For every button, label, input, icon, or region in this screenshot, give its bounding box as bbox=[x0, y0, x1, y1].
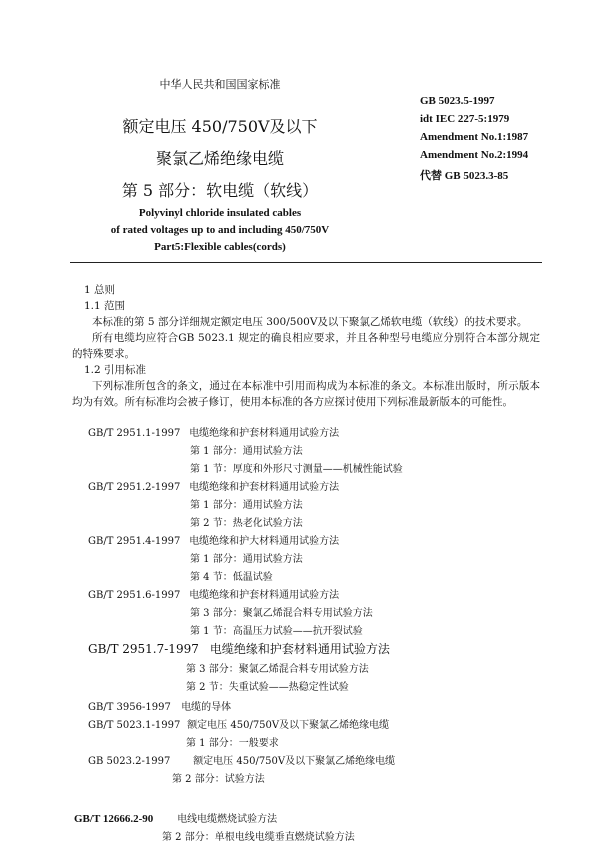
std-code-5: 代替 GB 5023.3-85 bbox=[420, 170, 509, 182]
english-title-1: Polyvinyl chloride insulated cables bbox=[138, 207, 302, 219]
reference-item bbox=[74, 810, 277, 825]
reference-sub: 第 2 节：失重试验——热稳定性试验 bbox=[186, 682, 349, 693]
reference-title: 电缆绝缘和护大材料通用试验方法 bbox=[189, 536, 340, 547]
reference-code: GB/T 12666.2-90 bbox=[74, 813, 154, 825]
section-1-1-paragraph-2: 所有电缆均应符合GB 5023.1 规定的确良相应要求，并且各种型号电缆应分别符合本部分规定的特殊要求。 bbox=[72, 332, 540, 360]
section-1-2-paragraph-1: 下列标准所包含的条文，通过在本标准中引用而构成为本标准的条文。本标准出版时，所示版本均为有效。所有标准均会被子修订，使用本标准的各方应探讨使用下列标准最新版本的可能性。 bbox=[72, 380, 540, 408]
reference-title: 电缆绝缘和护套材料通用试验方法 bbox=[189, 428, 340, 439]
reference-sub: 第 1 部分：通用试验方法 bbox=[190, 500, 303, 511]
reference-code: GB 5023.2-1997 bbox=[88, 756, 171, 767]
english-title-3: Part5:Flexible cables(cords) bbox=[154, 241, 286, 253]
reference-item bbox=[88, 532, 339, 547]
reference-sub: 第 1 部分：一般要求 bbox=[186, 738, 279, 749]
reference-sub: 第 2 部分：单根电线电缆垂直燃烧试验方法 bbox=[162, 832, 355, 843]
reference-item bbox=[88, 640, 390, 657]
reference-sub: 第 1 节：厚度和外形尺寸测量——机械性能试验 bbox=[190, 464, 403, 475]
reference-title: 额定电压 450/750V及以下聚氯乙烯绝缘电缆 bbox=[193, 756, 396, 767]
std-code-3: Amendment No.1:1987 bbox=[420, 131, 529, 143]
reference-item bbox=[88, 586, 339, 601]
reference-code: GB/T 2951.6-1997 bbox=[88, 590, 181, 601]
reference-code: GB/T 5023.1-1997 bbox=[88, 720, 181, 731]
reference-title: 电缆绝缘和护套材料通用试验方法 bbox=[189, 590, 340, 601]
reference-sub: 第 2 部分：试验方法 bbox=[172, 774, 265, 785]
reference-title: 电线电缆燃烧试验方法 bbox=[177, 814, 278, 825]
reference-sub: 第 2 节：热老化试验方法 bbox=[190, 518, 303, 529]
section-1-2-heading: 1.2 引用标准 bbox=[84, 364, 147, 376]
reference-sub: 第 1 节：高温压力试验——抗开裂试验 bbox=[190, 626, 363, 637]
english-title-2: of rated voltages up to and including 450/750V bbox=[110, 224, 330, 236]
reference-title: 电缆的导体 bbox=[181, 702, 232, 713]
reference-item bbox=[88, 424, 339, 439]
reference-sub: 第 3 部分：聚氯乙烯混合料专用试验方法 bbox=[190, 608, 373, 619]
issuer: 中华人民共和国国家标准 bbox=[159, 78, 281, 91]
reference-item bbox=[88, 478, 339, 493]
section-1-heading: 1 总则 bbox=[84, 284, 116, 296]
reference-sub: 第 1 部分：通用试验方法 bbox=[190, 446, 303, 457]
reference-sub: 第 4 节：低温试验 bbox=[190, 572, 273, 583]
reference-sub: 第 1 部分：通用试验方法 bbox=[190, 554, 303, 565]
title-line-2: 聚氯乙烯绝缘电缆 bbox=[155, 149, 284, 168]
std-code-2: idt IEC 227-5:1979 bbox=[420, 113, 510, 125]
reference-title: 电缆绝缘和护套材料通用试验方法 bbox=[189, 482, 340, 493]
reference-title: 额定电压 450/750V及以下聚氯乙烯绝缘电缆 bbox=[187, 720, 390, 731]
reference-sub: 第 3 部分：聚氯乙烯混合料专用试验方法 bbox=[186, 664, 369, 675]
section-1-1-heading: 1.1 范围 bbox=[84, 300, 126, 312]
std-code-4: Amendment No.2:1994 bbox=[420, 149, 529, 161]
reference-item bbox=[88, 752, 395, 767]
reference-code: GB/T 2951.7-1997 bbox=[88, 642, 199, 656]
std-code-1: GB 5023.5-1997 bbox=[420, 95, 495, 107]
reference-code: GB/T 2951.2-1997 bbox=[88, 482, 181, 493]
title-line-1: 额定电压 450/750V及以下 bbox=[122, 117, 318, 136]
reference-code: GB/T 2951.1-1997 bbox=[88, 428, 181, 439]
reference-code: GB/T 2951.4-1997 bbox=[88, 536, 181, 547]
header-rule bbox=[70, 262, 542, 263]
reference-item bbox=[88, 698, 231, 713]
reference-title: 电缆绝缘和护套材料通用试验方法 bbox=[209, 642, 390, 656]
reference-item bbox=[88, 716, 389, 731]
reference-code: GB/T 3956-1997 bbox=[88, 702, 171, 713]
section-1-1-paragraph-1: 本标准的第 5 部分详细规定额定电压 300/500V及以下聚氯乙烯软电缆（软线）的技术要求。 bbox=[92, 316, 528, 328]
title-line-3: 第 5 部分：软电缆（软线） bbox=[121, 181, 319, 200]
